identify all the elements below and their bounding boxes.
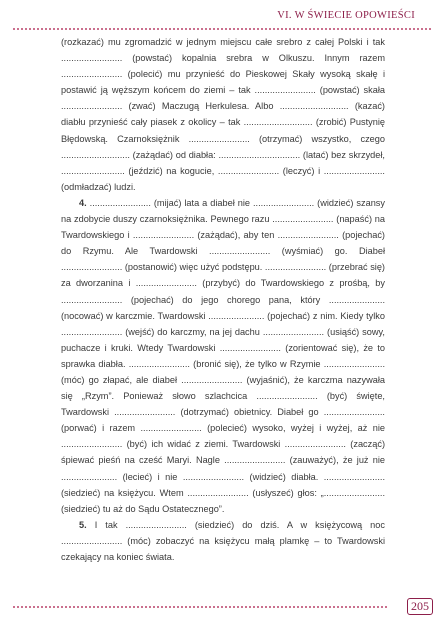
header-dotted-rule bbox=[12, 28, 433, 30]
exercise-text bbox=[61, 34, 385, 565]
paragraph bbox=[61, 195, 385, 517]
paragraph-text: I tak ........................ (siedzieć) do dziś. A w księżycową noc ........................ (móc) zobaczyć na księżycu małą plamkę – to Twardowski czekający na koniec świata. bbox=[61, 519, 385, 562]
paragraph-number: 5. bbox=[79, 519, 87, 530]
paragraph bbox=[61, 517, 385, 565]
paragraph-text: (rozkazać) mu zgromadzić w jednym miejscu całe srebro z całej Polski i tak ........................ (powstać) kopalnia srebra w Olkuszu. Innym razem ........................ (polecić) mu przynieść do Pieskowej Skały wysoką skałę i postawić ją węższym końcem do ziemi – tak ........................ (powstać) skała ........................ (zwać) Maczugą Herkulesa. Albo ........................... (kazać) diabłu przynieść cały piasek z okolicy – tak ........................... (zrobić) Pustynię Błędowską. Czarnoksiężnik ........................ (otrzymać) wszystko, czego ........................... (zażądać) od diabła: ................................ (latać) bez skrzydeł, ......................... (jeździć) na kogucie, ........................ (leczyć) i ........................ (odmładzać) ludzi. bbox=[61, 37, 385, 192]
paragraph-text: ........................ (mijać) lata a diabeł nie ........................ (widzieć) szansy na zdobycie duszy czarnoksiężnika. Pewnego razu ........................ (napaść) na Twardowskiego i ........................ (zażądać), aby ten ........................ (pojechać) do Rzymu. Ale Twardowski ........................ (wyśmiać) go. Diabeł ........................ (postanowić) więc użyć podstępu. ........................ (przebrać się) za dworzanina i ........................ (przybyć) do Twardowskiego z prośbą, by ........................ (pojechać) do jego chorego pana, który ...................... (nocować) w karczmie. Twardowski ...................... (pojechać) z nim. Kiedy tylko ........................ (wejść) do karczmy, na jej dachu ........................ (usiąść) sowy, puchacze i kruki. Wtedy Twardowski ........................ (zorientować się), że to sprawka diabła. ........................ (bronić się), że tylko w Rzymie ........................ (móc) go złapać, ale diabeł ........................ (wyjaśnić), że karczma nazywała się „Rzym”. Ponieważ słowo szlachcica ........................ (być) święte, Twardowski ........................ (dotrzymać) obietnicy. Diabeł go ........................ (porwać) i razem ........................ (polecieć) wysoko, wyżej i wyżej, aż nie ........................ (być) ich widać z ziemi. Twardowski ........................ (zacząć) śpiewać pieśń na cześć Maryi. Nagle ........................ (zauważyć), że już nie ...................... (lecieć) i nie ........................ (widzieć) diabła. ........................ (siedzieć) na księżycu. Wtem ........................ (usłyszeć) głos: „........................ (siedzieć) tu aż do Sądu Ostatecznego”. bbox=[61, 197, 385, 514]
chapter-title: VI. W ŚWIECIE OPOWIEŚCI bbox=[277, 10, 415, 21]
footer-dotted-rule bbox=[12, 606, 389, 608]
page-number: 205 bbox=[407, 598, 433, 615]
paragraph-number: 4. bbox=[79, 197, 87, 208]
paragraph bbox=[61, 34, 385, 195]
